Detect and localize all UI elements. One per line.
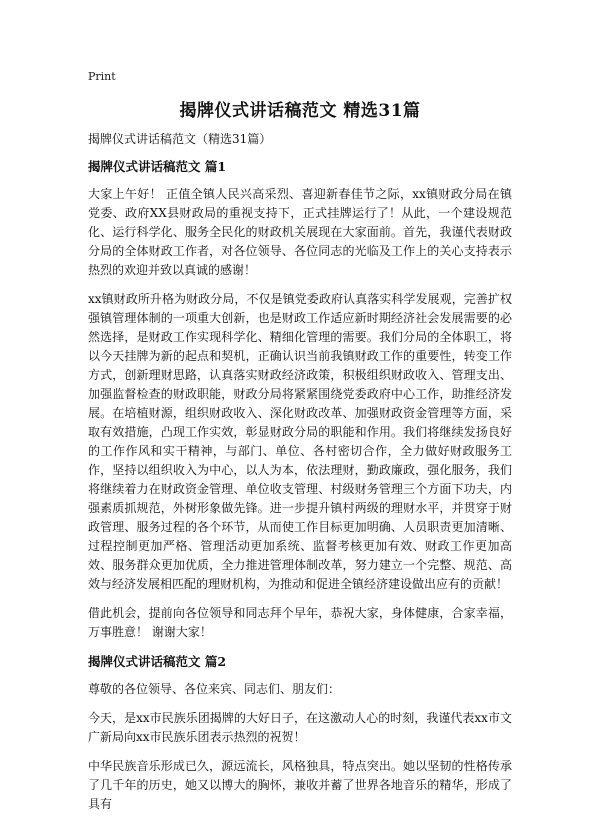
- section-heading-2: 揭牌仪式讲话稿范文 篇2: [88, 654, 227, 669]
- document-body: [88, 130, 512, 824]
- paragraph: 中华民族音乐形成已久，源远流长，风格独具，特点突出。她以坚韧的性格传承了几千年的历史，她又以博大的胸怀，兼收并蓄了世界各地音乐的精华，形成了具有: [88, 759, 512, 811]
- section-heading-1: 揭牌仪式讲话稿范文 篇1: [88, 159, 227, 174]
- paragraph: 今天，是xx市民族乐团揭牌的大好日子，在这激动人心的时刻，我谨代表xx市文广新局向xx市民族乐团表示热烈的祝贺！: [88, 711, 512, 744]
- paragraph: xx镇财政所升格为财政分局，不仅是镇党委政府认真落实科学发展观，完善扩权强镇管理体制的一项重大创新，也是财政工作适应新时期经济社会发展需要的必然选择，是财政工作实现科学化、精细化管理的需要。我们分局的全体职工，将以今天挂牌为新的起点和契机，正确认识当前我镇财政工作的重要性，转变工作方式，创新理财思路，认真落实财政经济政策，积极组织财政收入、管理支出、加强监督检查的财政职能，财政分局将紧紧围绕党委政府中心工作，助推经济发展。在培植财源，组织财政收入、深化财政改革、加强财政资金管理等方面，采取有效措施，凸现工作实效，彰显财政分局的职能和作用。我们将继续发扬良好的工作作风和实干精神，与部门、单位、各村密切合作，全力做好财政服务工作，坚持以组织收入为中心，以人为本，依法理财，勤政廉政，强化服务，我们将继续着力在财政资金管理、单位收支管理、村级财务管理三个方面下功夫，内强素质抓规范，外树形象做先锋。进一步提升镇村两级的理财水平，并贯穿于财政管理、服务过程的各个环节，从而使工作目标更加明确、人员职责更加清晰、过程控制更加严格、管理活动更加系统、监督考核更加有效、财政工作更加高效、服务群众更加优质，全力推进管理体制改革，努力建立一个完整、规范、高效与经济发展相匹配的理财机构，为推动和促进全镇经济建设做出应有的贡献！: [88, 292, 512, 591]
- document-subtitle: 揭牌仪式讲话稿范文（精选31篇）: [88, 132, 272, 146]
- document-title: 揭牌仪式讲话稿范文 精选31篇: [179, 101, 421, 121]
- paragraph: 借此机会，提前向各位领导和同志拜个早年，恭祝大家，身体健康，合家幸福，万事胜意！ 谢谢大家！: [88, 606, 512, 639]
- paragraph: 大家上午好！ 正值全镇人民兴高采烈、喜迎新春佳节之际，xx镇财政分局在镇党委、政府XX县财政局的重视支持下，正式挂牌运行了！从此，一个建设规范化、运行科学化、服务全民化的财政机关展现在大家面前。首先，我谨代表财政分局的全体财政工作者，对各位领导、各位同志的光临及工作上的关心支持表示热烈的欢迎并致以真诚的感谢！: [88, 187, 512, 277]
- paragraph: 尊敬的各位领导、各位来宾、同志们、朋友们：: [88, 682, 341, 696]
- print-label[interactable]: Print: [88, 70, 116, 83]
